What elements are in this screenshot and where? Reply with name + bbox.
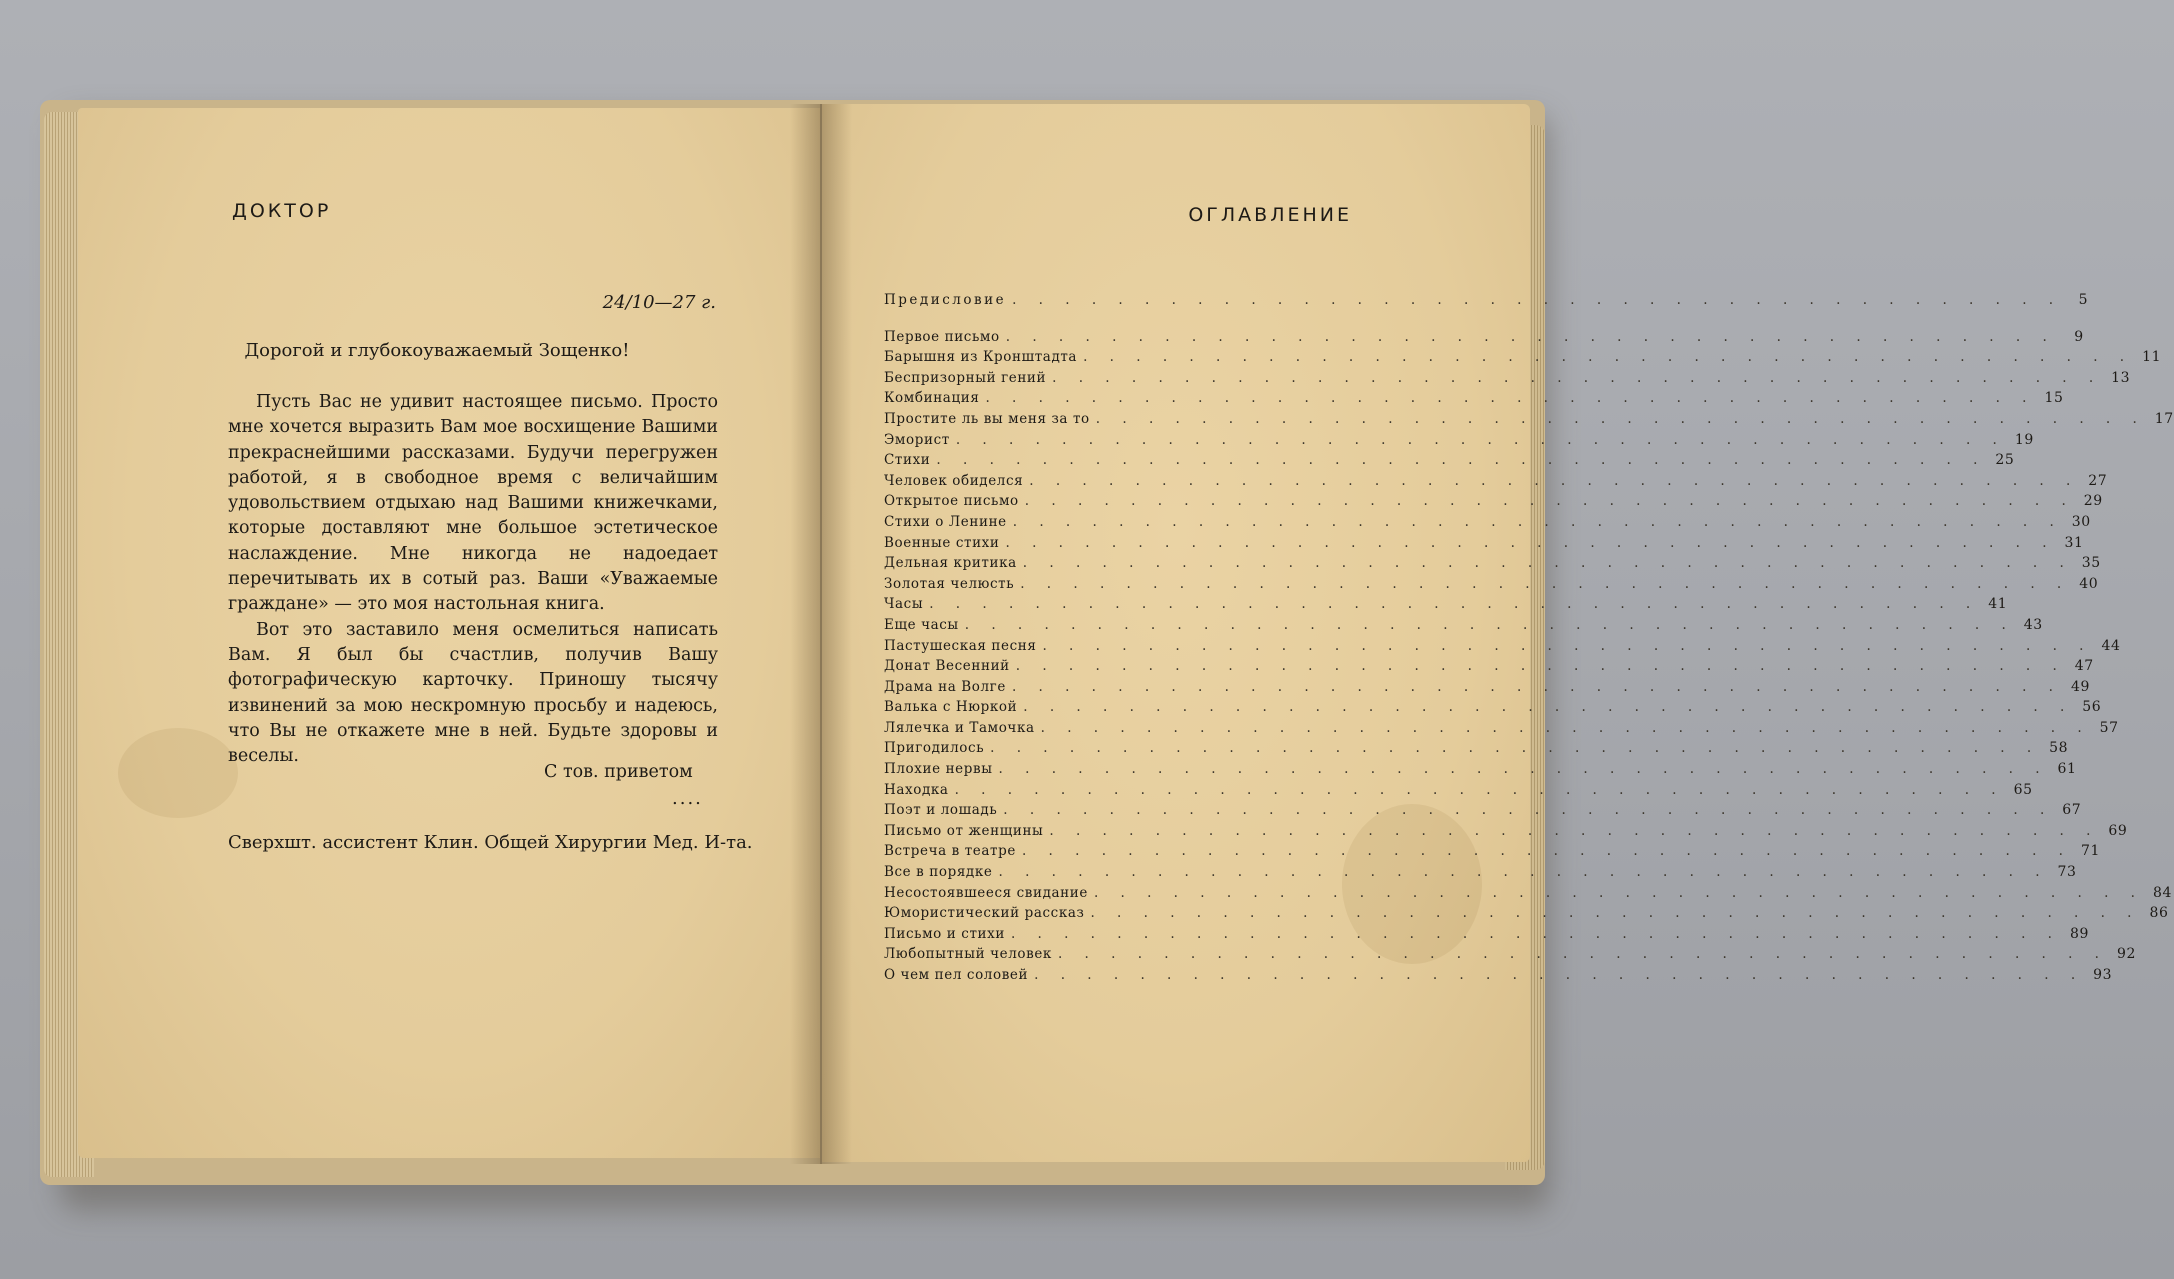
toc-dot-leader: . . . . . . . . . . . . . . . . . . . . . . . . . . . . . . . . . . . . . . . . xyxy=(1012,292,2063,308)
toc-dot-leader: . . . . . . . . . . . . . . . . . . . . . . . . . . . . . . . . . . . . . . . . xyxy=(998,864,2049,881)
toc-entry-page: 31 xyxy=(2064,534,2084,551)
letter-body xyxy=(228,390,718,769)
toc-entry-page: 43 xyxy=(2023,616,2043,633)
toc-entry-page: 13 xyxy=(2111,369,2131,386)
toc-entry xyxy=(884,884,2172,906)
toc-dot-leader: . . . . . . . . . . . . . . . . . . . . . . . . . . . . . . . . . . . . . . . . xyxy=(1012,513,2063,530)
toc-dot-leader: . . . . . . . . . . . . . . . . . . . . . . . . . . . . . . . . . . . . . . . . xyxy=(985,390,2036,407)
toc-dot-leader: . . . . . . . . . . . . . . . . . . . . . . . . . . . . . . . . . . . . . . . . xyxy=(929,596,1980,613)
toc-dot-leader: . . . . . . . . . . . . . . . . . . . . . . . . . . . . . . . . . . . . . . . . xyxy=(1083,349,2134,366)
toc-entry-title: Часы xyxy=(884,596,924,613)
toc-dot-leader: . . . . . . . . . . . . . . . . . . . . . . . . . . . . . . . . . . . . . . . . xyxy=(1040,719,2091,736)
toc-entry-title: Несостоявшееся свидание xyxy=(884,884,1088,901)
toc-dot-leader: . . . . . . . . . . . . . . . . . . . . . . . . . . . . . . . . . . . . . . . . xyxy=(1057,946,2108,963)
toc-entry-page: 29 xyxy=(2083,493,2103,510)
toc-dot-leader: . . . . . . . . . . . . . . . . . . . . . . . . . . . . . . . . . . . . . . . . xyxy=(990,740,2041,757)
toc-entry xyxy=(884,431,2034,453)
toc-entry xyxy=(884,349,2162,370)
letter-closing: С тов. приветом xyxy=(544,762,693,782)
toc-entry-title: Беспризорный гений xyxy=(884,369,1047,386)
toc-dot-leader: . . . . . . . . . . . . . . . . . . . . . . . . . . . . . . . . . . . . . . . . xyxy=(955,431,2006,448)
toc-entry-page: 69 xyxy=(2108,822,2128,839)
toc-entry-title: Человек обиделся xyxy=(884,472,1024,489)
toc-entry-title: Предисловие xyxy=(884,292,1007,308)
running-head-right: ОГЛАВЛЕНИЕ xyxy=(1188,204,1352,226)
toc-entry-title: Пригодилось xyxy=(884,740,985,757)
toc-entry xyxy=(884,575,2099,597)
toc-entry xyxy=(884,555,2101,576)
toc-entry-page: 86 xyxy=(2149,905,2169,922)
toc-entry xyxy=(884,740,2069,761)
toc-entry-title: Комбинация xyxy=(884,390,980,407)
toc-entry-page: 71 xyxy=(2080,843,2100,860)
toc-entry-title: Письмо и стихи xyxy=(884,925,1005,942)
toc-dot-leader: . . . . . . . . . . . . . . . . . . . . . . . . . . . . . . . . . . . . . . . . xyxy=(936,452,1987,469)
toc-entry-title: Драма на Волге xyxy=(884,678,1006,695)
toc-entry-title: Эморист xyxy=(884,431,950,448)
toc-entry-page: 65 xyxy=(2013,781,2033,798)
toc-dot-leader: . . . . . . . . . . . . . . . . . . . . . . . . . . . . . . . . . . . . . . . . xyxy=(1005,328,2056,345)
toc-entry-page: 56 xyxy=(2082,699,2102,716)
toc-entry xyxy=(884,328,2084,350)
toc-entry-title: Плохие нервы xyxy=(884,761,993,778)
toc-entry-title: О чем пел соловей xyxy=(884,967,1029,983)
toc-entry-title: Находка xyxy=(884,781,949,798)
toc-entry xyxy=(884,513,2091,535)
toc-entry-title: Дельная критика xyxy=(884,555,1017,572)
toc-entry xyxy=(884,864,2077,885)
toc-entry-page: 9 xyxy=(2074,328,2084,345)
toc-entry-page: 44 xyxy=(2101,637,2121,654)
table-of-contents xyxy=(884,292,2174,988)
toc-dot-leader: . . . . . . . . . . . . . . . . . . . . . . . . . . . . . . . . . . . . . . . . xyxy=(1095,410,2146,427)
right-page xyxy=(822,104,2174,1162)
toc-dot-leader: . . . . . . . . . . . . . . . . . . . . . . . . . . . . . . . . . . . . . . . . xyxy=(1093,884,2144,901)
toc-dot-leader: . . . . . . . . . . . . . . . . . . . . . . . . . . . . . . . . . . . . . . . . xyxy=(1049,822,2100,839)
toc-dot-leader: . . . . . . . . . . . . . . . . . . . . . . . . . . . . . . . . . . . . . . . . xyxy=(1034,967,2085,983)
book-gutter xyxy=(790,104,852,1164)
toc-entry-page: 89 xyxy=(2069,925,2089,942)
toc-entry-title: Военные стихи xyxy=(884,534,1000,551)
toc-entry-page: 35 xyxy=(2081,555,2101,572)
toc-entry-title: Письмо от женщины xyxy=(884,822,1044,839)
toc-entry-page: 67 xyxy=(2062,802,2082,819)
toc-entry-title: Донат Весенний xyxy=(884,658,1010,675)
toc-entry xyxy=(884,410,2174,432)
toc-entry xyxy=(884,534,2084,556)
toc-entry xyxy=(884,658,2094,679)
toc-entry-title: Встреча в театре xyxy=(884,843,1016,860)
running-head-left: ДОКТОР xyxy=(232,200,332,222)
toc-dot-leader: . . . . . . . . . . . . . . . . . . . . . . . . . . . . . . . . . . . . . . . . xyxy=(964,616,2015,633)
toc-entry-title: Юмористический рассказ xyxy=(884,905,1085,922)
toc-entry-title: Открытое письмо xyxy=(884,493,1019,510)
toc-entry-page: 15 xyxy=(2044,390,2064,407)
toc-entry xyxy=(884,699,2102,720)
toc-dot-leader: . . . . . . . . . . . . . . . . . . . . . . . . . . . . . . . . . . . . . . . . xyxy=(1023,699,2074,716)
toc-entry xyxy=(884,616,2043,638)
toc-entry xyxy=(884,390,2064,411)
toc-dot-leader: . . . . . . . . . . . . . . . . . . . . . . . . . . . . . . . . . . . . . . . . xyxy=(1010,925,2061,942)
toc-entry xyxy=(884,369,2131,391)
toc-entry-page: 92 xyxy=(2116,946,2136,963)
toc-entry-title: Первое письмо xyxy=(884,328,1000,345)
toc-entry-title: Простите ль вы меня за то xyxy=(884,410,1090,427)
toc-entry xyxy=(884,946,2136,967)
toc-entry xyxy=(884,678,2090,700)
toc-entry-page: 27 xyxy=(2088,472,2108,489)
toc-entry-page: 41 xyxy=(1988,596,2008,613)
toc-dot-leader: . . . . . . . . . . . . . . . . . . . . . . . . . . . . . . . . . . . . . . . . xyxy=(1021,843,2072,860)
toc-entry xyxy=(884,905,2169,926)
toc-entry xyxy=(884,637,2121,659)
toc-entry xyxy=(884,596,2008,617)
toc-entry-page: 25 xyxy=(1995,452,2015,469)
toc-entry-title: Валька с Нюркой xyxy=(884,699,1018,716)
toc-entry-title: Барышня из Кронштадта xyxy=(884,349,1078,366)
toc-entry-page: 57 xyxy=(2099,719,2119,736)
toc-entry xyxy=(884,761,2077,782)
toc-entry xyxy=(884,781,2033,803)
toc-entry xyxy=(884,967,2113,988)
toc-dot-leader: . . . . . . . . . . . . . . . . . . . . . . . . . . . . . . . . . . . . . . . . xyxy=(998,761,2049,778)
toc-dot-leader: . . . . . . . . . . . . . . . . . . . . . . . . . . . . . . . . . . . . . . . . xyxy=(1029,472,2080,489)
toc-dot-leader: . . . . . . . . . . . . . . . . . . . . . . . . . . . . . . . . . . . . . . . . xyxy=(1020,575,2071,592)
toc-entry-page: 73 xyxy=(2057,864,2077,881)
toc-entry-title: Стихи xyxy=(884,452,931,469)
toc-dot-leader: . . . . . . . . . . . . . . . . . . . . . . . . . . . . . . . . . . . . . . . . xyxy=(954,781,2005,798)
toc-entry xyxy=(884,822,2128,844)
toc-entry-page: 49 xyxy=(2070,678,2090,695)
toc-dot-leader: . . . . . . . . . . . . . . . . . . . . . . . . . . . . . . . . . . . . . . . . xyxy=(1003,802,2054,819)
toc-entry xyxy=(884,452,2015,473)
toc-entry-title: Любопытный человек xyxy=(884,946,1052,963)
toc-entry xyxy=(884,493,2103,514)
toc-entry-title: Все в порядке xyxy=(884,864,993,881)
toc-entry-page: 84 xyxy=(2152,884,2172,901)
letter-signature: Сверхшт. ассистент Клин. Общей Хирургии Мед. И-та. xyxy=(228,832,753,853)
toc-dot-leader: . . . . . . . . . . . . . . . . . . . . . . . . . . . . . . . . . . . . . . . . xyxy=(1052,369,2103,386)
toc-dot-leader: . . . . . . . . . . . . . . . . . . . . . . . . . . . . . . . . . . . . . . . . xyxy=(1024,493,2075,510)
toc-dot-leader: . . . . . . . . . . . . . . . . . . . . . . . . . . . . . . . . . . . . . . . . xyxy=(1022,555,2073,572)
toc-entry-page: 61 xyxy=(2057,761,2077,778)
toc-entry-title: Лялечка и Тамочка xyxy=(884,719,1035,736)
letter-paragraph: Пусть Вас не удивит настоящее письмо. Просто мне хочется выразить Вам мое восхищение Вашими прекраснейшими рассказами. Будучи перегружен работой, я в свободное время с величайшим удовольствием отдыхаю над Вашими книжечками, которые доставляют мне большое эстетическое наслаждение. Мне никогда не надоедает перечитывать их в сотый раз. Ваши «Уважаемые граждане» — это моя настольная книга. xyxy=(228,392,718,615)
toc-dot-leader: . . . . . . . . . . . . . . . . . . . . . . . . . . . . . . . . . . . . . . . . xyxy=(1042,637,2093,654)
left-page xyxy=(78,108,820,1158)
toc-entry-page: 17 xyxy=(2154,410,2174,427)
toc-entry-title: Стихи о Ленине xyxy=(884,513,1007,530)
toc-dot-leader: . . . . . . . . . . . . . . . . . . . . . . . . . . . . . . . . . . . . . . . . xyxy=(1015,658,2066,675)
toc-dot-leader: . . . . . . . . . . . . . . . . . . . . . . . . . . . . . . . . . . . . . . . . xyxy=(1005,534,2056,551)
toc-entry-page: 40 xyxy=(2079,575,2099,592)
letter-ellipsis: .... xyxy=(672,788,703,809)
toc-entry-page: 93 xyxy=(2093,967,2113,983)
toc-entry-page: 5 xyxy=(2078,292,2091,308)
letter-salutation: Дорогой и глубокоуважаемый Зощенко! xyxy=(244,340,630,361)
toc-dot-leader: . . . . . . . . . . . . . . . . . . . . . . . . . . . . . . . . . . . . . . . . xyxy=(1090,905,2141,922)
paper-stain xyxy=(118,728,238,818)
toc-entry-title: Поэт и лошадь xyxy=(884,802,998,819)
letter-date: 24/10—27 г. xyxy=(602,292,716,313)
toc-entry xyxy=(884,292,2091,313)
toc-entry xyxy=(884,802,2082,823)
toc-dot-leader: . . . . . . . . . . . . . . . . . . . . . . . . . . . . . . . . . . . . . . . . xyxy=(1011,678,2062,695)
toc-entry-page: 47 xyxy=(2074,658,2094,675)
toc-entry-title: Золотая челюсть xyxy=(884,575,1015,592)
toc-entry xyxy=(884,719,2119,741)
letter-paragraph: Вот это заставило меня осмелиться написать Вам. Я был бы счастлив, получив Вашу фотографическую карточку. Приношу тысячу извинений за мою нескромную просьбу и надеюсь, что Вы не откажете мне в ней. Будьте здоровы и веселы. xyxy=(228,619,718,767)
toc-entry-title: Еще часы xyxy=(884,616,959,633)
toc-entry-page: 58 xyxy=(2049,740,2069,757)
toc-entry xyxy=(884,843,2100,864)
toc-entry-page: 19 xyxy=(2014,431,2034,448)
toc-entry xyxy=(884,925,2089,947)
toc-entry xyxy=(884,472,2108,494)
toc-entry-page: 11 xyxy=(2142,349,2162,366)
toc-entry-title: Пастушеская песня xyxy=(884,637,1037,654)
toc-entry-page: 30 xyxy=(2071,513,2091,530)
